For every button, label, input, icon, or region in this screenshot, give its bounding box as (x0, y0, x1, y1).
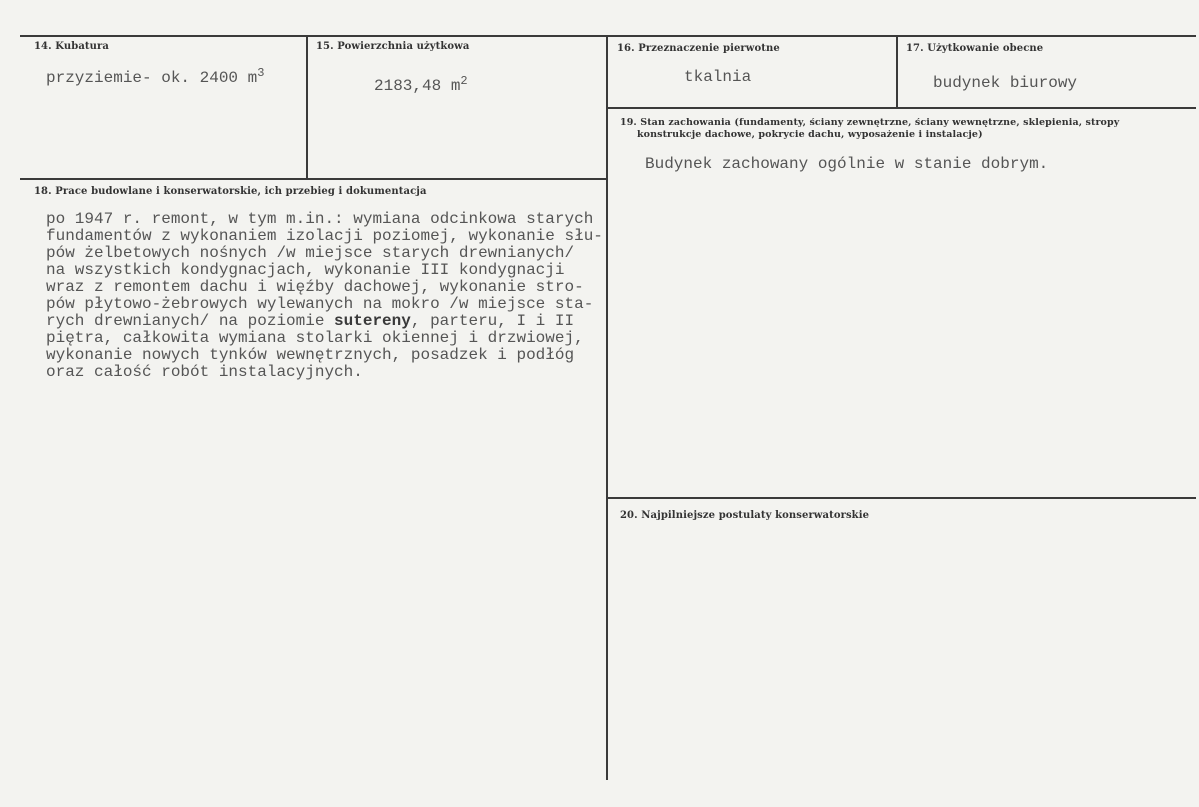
field-18-line: piętra, całkowita wymiana stolarki okiennej i drzwiowej, (46, 329, 584, 347)
field-14-text: przyziemie- ok. 2400 m (46, 69, 258, 87)
field-18-line: pów żelbetowych nośnych /w miejsce starych drewnianych/ (46, 244, 575, 262)
field-18-line: pów płytowo-żebrowych wylewanych na mokro /w miejsce sta- (46, 295, 594, 313)
field-19-label-line1: 19. Stan zachowania (fundamenty, ściany zewnętrzne, ściany wewnętrzne, sklepienia, stropy (620, 117, 1120, 128)
field-16-value: tkalnia (684, 68, 752, 86)
divider-16-17 (896, 35, 898, 108)
field-15-label: 15. Powierzchnia użytkowa (316, 41, 470, 52)
field-18-line (46, 313, 574, 330)
field-16-label: 16. Przeznaczenie pierwotne (617, 43, 780, 54)
field-20-label: 20. Najpilniejsze postulaty konserwatorskie (620, 510, 870, 521)
field-14-label: 14. Kubatura (34, 41, 109, 52)
field-18-label: 18. Prace budowlane i konserwatorskie, ich przebieg i dokumentacja (34, 186, 427, 197)
field-18-line: oraz całość robót instalacyjnych. (46, 363, 363, 381)
divider-16-19 (607, 107, 1196, 109)
top-border (20, 35, 1196, 37)
field-15-unit-sup: 2 (460, 74, 468, 88)
field-14-unit-sup: 3 (257, 66, 265, 80)
field-17-label: 17. Użytkowanie obecne (906, 43, 1044, 54)
field-18-line: wraz z remontem dachu i więźby dachowej, wykonanie stro- (46, 278, 584, 296)
field-18-line: wykonanie nowych tynków wewnętrznych, posadzek i podłóg (46, 346, 575, 364)
field-19-label-line2: konstrukcje dachowe, pokrycie dachu, wyposażenie i instalacje) (637, 129, 983, 140)
divider-14-18 (20, 178, 608, 180)
divider-19-20 (607, 497, 1196, 499)
field-18-line7-pre: rych drewnianych/ na poziomie (46, 312, 335, 330)
field-15-text: 2183,48 m (374, 77, 461, 95)
divider-14-15 (306, 35, 308, 178)
divider-main (606, 35, 608, 780)
field-18-line: fundamentów z wykonaniem izolacji poziomej, wykonanie słu- (46, 227, 603, 245)
field-19-value: Budynek zachowany ogólnie w stanie dobrym. (645, 155, 1049, 173)
field-17-value: budynek biurowy (933, 74, 1078, 92)
field-18-line7-bold: sutereny (334, 312, 411, 330)
field-15-value (374, 74, 468, 96)
field-18-line: po 1947 r. remont, w tym m.in.: wymiana odcinkowa starych (46, 210, 594, 228)
field-18-line: na wszystkich kondygnacjach, wykonanie III kondygnacji (46, 261, 565, 279)
field-14-value (46, 66, 265, 88)
field-18-line7-post: , parteru, I i II (410, 312, 575, 330)
